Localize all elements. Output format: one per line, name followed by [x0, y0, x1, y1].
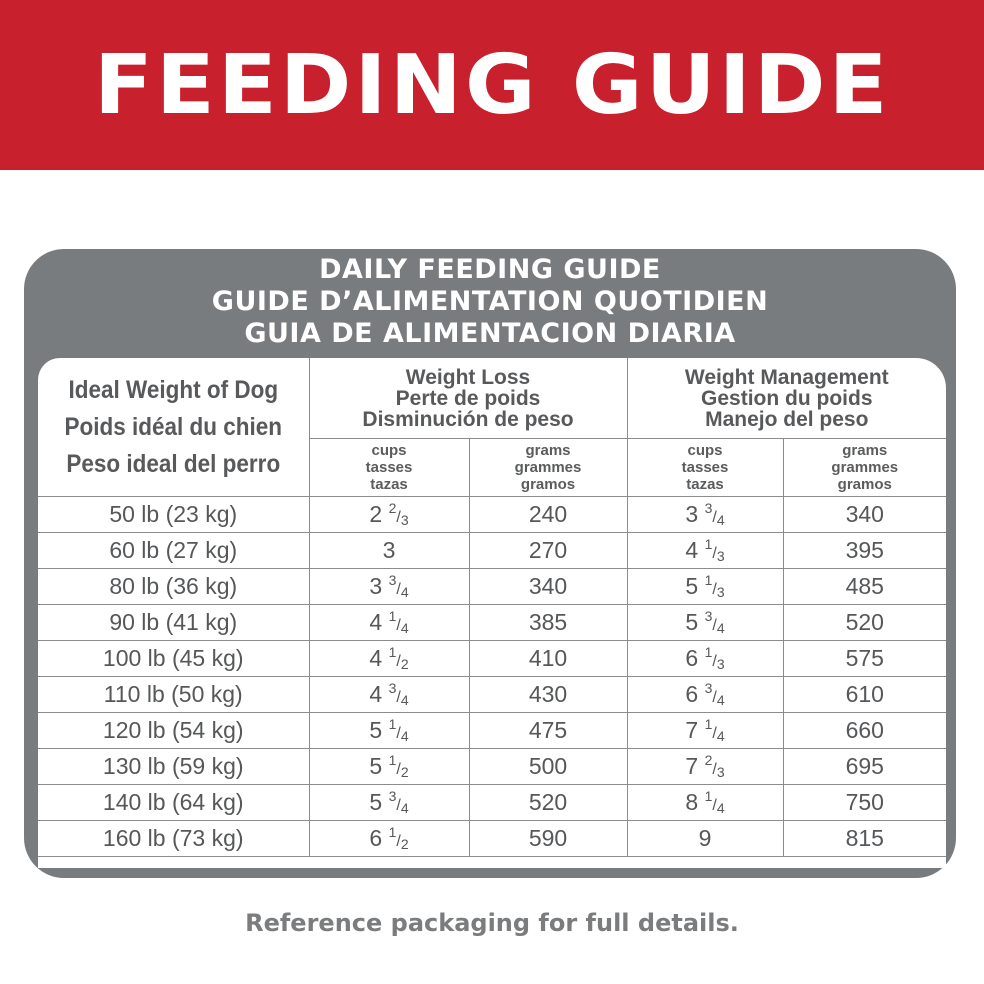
table-row: [38, 497, 946, 533]
cups-whole: 3: [685, 501, 699, 527]
grams-cell: 610: [783, 677, 946, 713]
header-ideal-weight: [52, 358, 296, 497]
cups-whole: 5: [369, 753, 383, 779]
footnote: Reference packaging for full details.: [245, 909, 739, 937]
feeding-table-body: [38, 497, 946, 857]
cups-numerator: 3: [704, 608, 713, 624]
cups-denominator: 3: [716, 548, 725, 564]
header-weight-loss: [309, 358, 627, 439]
header-ideal-weight-fr: Poids idéal du chien: [64, 412, 283, 441]
cups-whole: 4: [685, 537, 699, 563]
cups-numerator: 1: [388, 824, 397, 840]
fraction-slash: /: [712, 509, 717, 526]
cups-cell: [309, 677, 469, 713]
cups-cell: [309, 785, 469, 821]
cups-whole: 7: [685, 753, 699, 779]
cups-whole: 6: [685, 681, 699, 707]
cups-numerator: 1: [388, 752, 397, 768]
cups-whole: 5: [685, 573, 699, 599]
weight-cell: 60 lb (27 kg): [38, 533, 309, 569]
guide-heading-fr: GUIDE D’ALIMENTATION QUOTIDIEN: [211, 286, 769, 317]
cups-cell: [627, 569, 783, 605]
cups-cell: [309, 605, 469, 641]
guide-heading-en: DAILY FEEDING GUIDE: [319, 254, 661, 285]
table-row: [38, 785, 946, 821]
cups-whole: 4: [369, 609, 383, 635]
grams-cell: 815: [783, 821, 946, 857]
grams-cell: 270: [469, 533, 627, 569]
grams-cell: 520: [783, 605, 946, 641]
unit-grams-fr: grammes: [831, 459, 899, 476]
cups-denominator: 4: [400, 800, 409, 816]
cups-whole: 5: [369, 789, 383, 815]
cups-numerator: 2: [704, 752, 713, 768]
cups-denominator: 3: [716, 656, 725, 672]
header-ideal-weight-en: Ideal Weight of Dog: [68, 375, 279, 404]
fraction-slash: /: [712, 545, 717, 562]
header-weight-management-fr: Gestion du poids: [701, 386, 873, 410]
cups-whole: 7: [685, 717, 699, 743]
weight-cell: 130 lb (59 kg): [38, 749, 309, 785]
grams-cell: 660: [783, 713, 946, 749]
cups-numerator: 3: [704, 500, 713, 516]
cups-whole: 2: [369, 501, 383, 527]
unit-grams-en: grams: [525, 442, 571, 459]
table-row: [38, 677, 946, 713]
header-weight-loss-en: Weight Loss: [405, 365, 531, 389]
table-row: [38, 641, 946, 677]
cups-denominator: 4: [716, 800, 725, 816]
table-row: [38, 533, 946, 569]
guide-heading: [0, 254, 980, 350]
cups-cell: [627, 713, 783, 749]
header-weight-loss-es: Disminución de peso: [362, 407, 574, 431]
cups-numerator: 2: [388, 500, 397, 516]
title-banner: [0, 0, 984, 170]
grams-cell: 575: [783, 641, 946, 677]
unit-grams-es: gramos: [520, 476, 576, 493]
header-loss-grams: [469, 439, 627, 497]
cups-cell: [309, 749, 469, 785]
table-row: [38, 749, 946, 785]
cups-numerator: 1: [388, 644, 397, 660]
fraction-slash: /: [712, 617, 717, 634]
header-weight-management-es: Manejo del peso: [705, 407, 869, 431]
cups-numerator: 3: [388, 680, 397, 696]
cups-cell: [627, 497, 783, 533]
fraction-slash: /: [396, 617, 401, 634]
weight-cell: 50 lb (23 kg): [38, 497, 309, 533]
cups-numerator: 3: [388, 572, 397, 588]
table-row: [38, 713, 946, 749]
cups-denominator: 4: [716, 728, 725, 744]
cups-denominator: 4: [716, 620, 725, 636]
unit-cups-en: cups: [371, 442, 407, 459]
cups-numerator: 3: [388, 788, 397, 804]
feeding-table-wrapper: [38, 358, 946, 868]
weight-cell: 100 lb (45 kg): [38, 641, 309, 677]
fraction-slash: /: [396, 761, 401, 778]
cups-numerator: 1: [704, 572, 713, 588]
cups-denominator: 4: [716, 512, 725, 528]
cups-denominator: 3: [400, 512, 409, 528]
cups-cell: [309, 821, 469, 857]
cups-whole: 5: [685, 609, 699, 635]
page-title: FEEDING GUIDE: [93, 38, 891, 133]
weight-cell: 120 lb (54 kg): [38, 713, 309, 749]
grams-cell: 695: [783, 749, 946, 785]
grams-cell: 340: [469, 569, 627, 605]
unit-cups-es: tazas: [370, 476, 408, 493]
cups-cell: [309, 497, 469, 533]
cups-cell: [309, 569, 469, 605]
cups-denominator: 4: [400, 692, 409, 708]
grams-cell: 410: [469, 641, 627, 677]
fraction-slash: /: [396, 689, 401, 706]
grams-cell: 485: [783, 569, 946, 605]
fraction-slash: /: [712, 689, 717, 706]
table-row: [38, 605, 946, 641]
cups-numerator: 1: [388, 716, 397, 732]
weight-cell: 90 lb (41 kg): [38, 605, 309, 641]
grams-cell: 750: [783, 785, 946, 821]
cups-cell: [627, 533, 783, 569]
cups-whole: 6: [685, 645, 699, 671]
header-weight-management-en: Weight Management: [684, 365, 889, 389]
header-loss-cups: [309, 439, 469, 497]
weight-cell: 110 lb (50 kg): [38, 677, 309, 713]
grams-cell: 475: [469, 713, 627, 749]
table-row: [38, 821, 946, 857]
fraction-slash: /: [396, 725, 401, 742]
unit-cups-fr: tasses: [365, 459, 413, 476]
cups-cell: [309, 641, 469, 677]
fraction-slash: /: [396, 581, 401, 598]
unit-cups-fr: tasses: [681, 459, 729, 476]
guide-heading-es: GUIA DE ALIMENTACION DIARIA: [244, 318, 736, 349]
fraction-slash: /: [712, 725, 717, 742]
fraction-slash: /: [712, 797, 717, 814]
grams-cell: 240: [469, 497, 627, 533]
cups-denominator: 4: [400, 620, 409, 636]
cups-numerator: 1: [704, 536, 713, 552]
weight-cell: 160 lb (73 kg): [38, 821, 309, 857]
cups-cell: [309, 533, 469, 569]
weight-cell: 80 lb (36 kg): [38, 569, 309, 605]
cups-whole: 4: [369, 681, 383, 707]
fraction-slash: /: [712, 761, 717, 778]
fraction-slash: /: [396, 833, 401, 850]
unit-grams-es: gramos: [837, 476, 892, 493]
grams-cell: 430: [469, 677, 627, 713]
feeding-table: [38, 358, 946, 857]
grams-cell: 395: [783, 533, 946, 569]
cups-numerator: 1: [704, 644, 713, 660]
unit-cups-es: tazas: [686, 476, 724, 493]
fraction-slash: /: [396, 653, 401, 670]
cups-whole: 3: [369, 573, 383, 599]
cups-whole: 9: [698, 825, 712, 851]
cups-cell: [627, 677, 783, 713]
cups-denominator: 2: [400, 764, 409, 780]
cups-cell: [627, 749, 783, 785]
cups-whole: 3: [382, 537, 396, 563]
grams-cell: 340: [783, 497, 946, 533]
cups-cell: [627, 785, 783, 821]
grams-cell: 520: [469, 785, 627, 821]
header-weight-loss-fr: Perte de poids: [395, 386, 541, 410]
table-row: [38, 569, 946, 605]
cups-denominator: 4: [400, 728, 409, 744]
cups-whole: 6: [369, 825, 383, 851]
cups-cell: [627, 605, 783, 641]
cups-numerator: 3: [704, 680, 713, 696]
cups-cell: [627, 821, 783, 857]
cups-denominator: 3: [716, 764, 725, 780]
weight-cell: 140 lb (64 kg): [38, 785, 309, 821]
fraction-slash: /: [712, 581, 717, 598]
cups-denominator: 4: [400, 584, 409, 600]
header-mgmt-cups: [627, 439, 783, 497]
cups-whole: 5: [369, 717, 383, 743]
cups-whole: 4: [369, 645, 383, 671]
fraction-slash: /: [712, 653, 717, 670]
cups-numerator: 1: [388, 608, 397, 624]
cups-denominator: 2: [400, 836, 409, 852]
cups-cell: [627, 641, 783, 677]
cups-denominator: 2: [400, 656, 409, 672]
grams-cell: 385: [469, 605, 627, 641]
cups-whole: 8: [685, 789, 699, 815]
header-mgmt-grams: [783, 439, 946, 497]
fraction-slash: /: [396, 797, 401, 814]
cups-denominator: 4: [716, 692, 725, 708]
grams-cell: 500: [469, 749, 627, 785]
cups-numerator: 1: [704, 716, 713, 732]
header-ideal-weight-es: Peso ideal del perro: [66, 449, 281, 478]
unit-grams-en: grams: [842, 442, 888, 459]
fraction-slash: /: [396, 509, 401, 526]
unit-cups-en: cups: [687, 442, 723, 459]
cups-denominator: 3: [716, 584, 725, 600]
cups-cell: [309, 713, 469, 749]
grams-cell: 590: [469, 821, 627, 857]
header-weight-management: [627, 358, 946, 439]
unit-grams-fr: grammes: [514, 459, 582, 476]
cups-numerator: 1: [704, 788, 713, 804]
